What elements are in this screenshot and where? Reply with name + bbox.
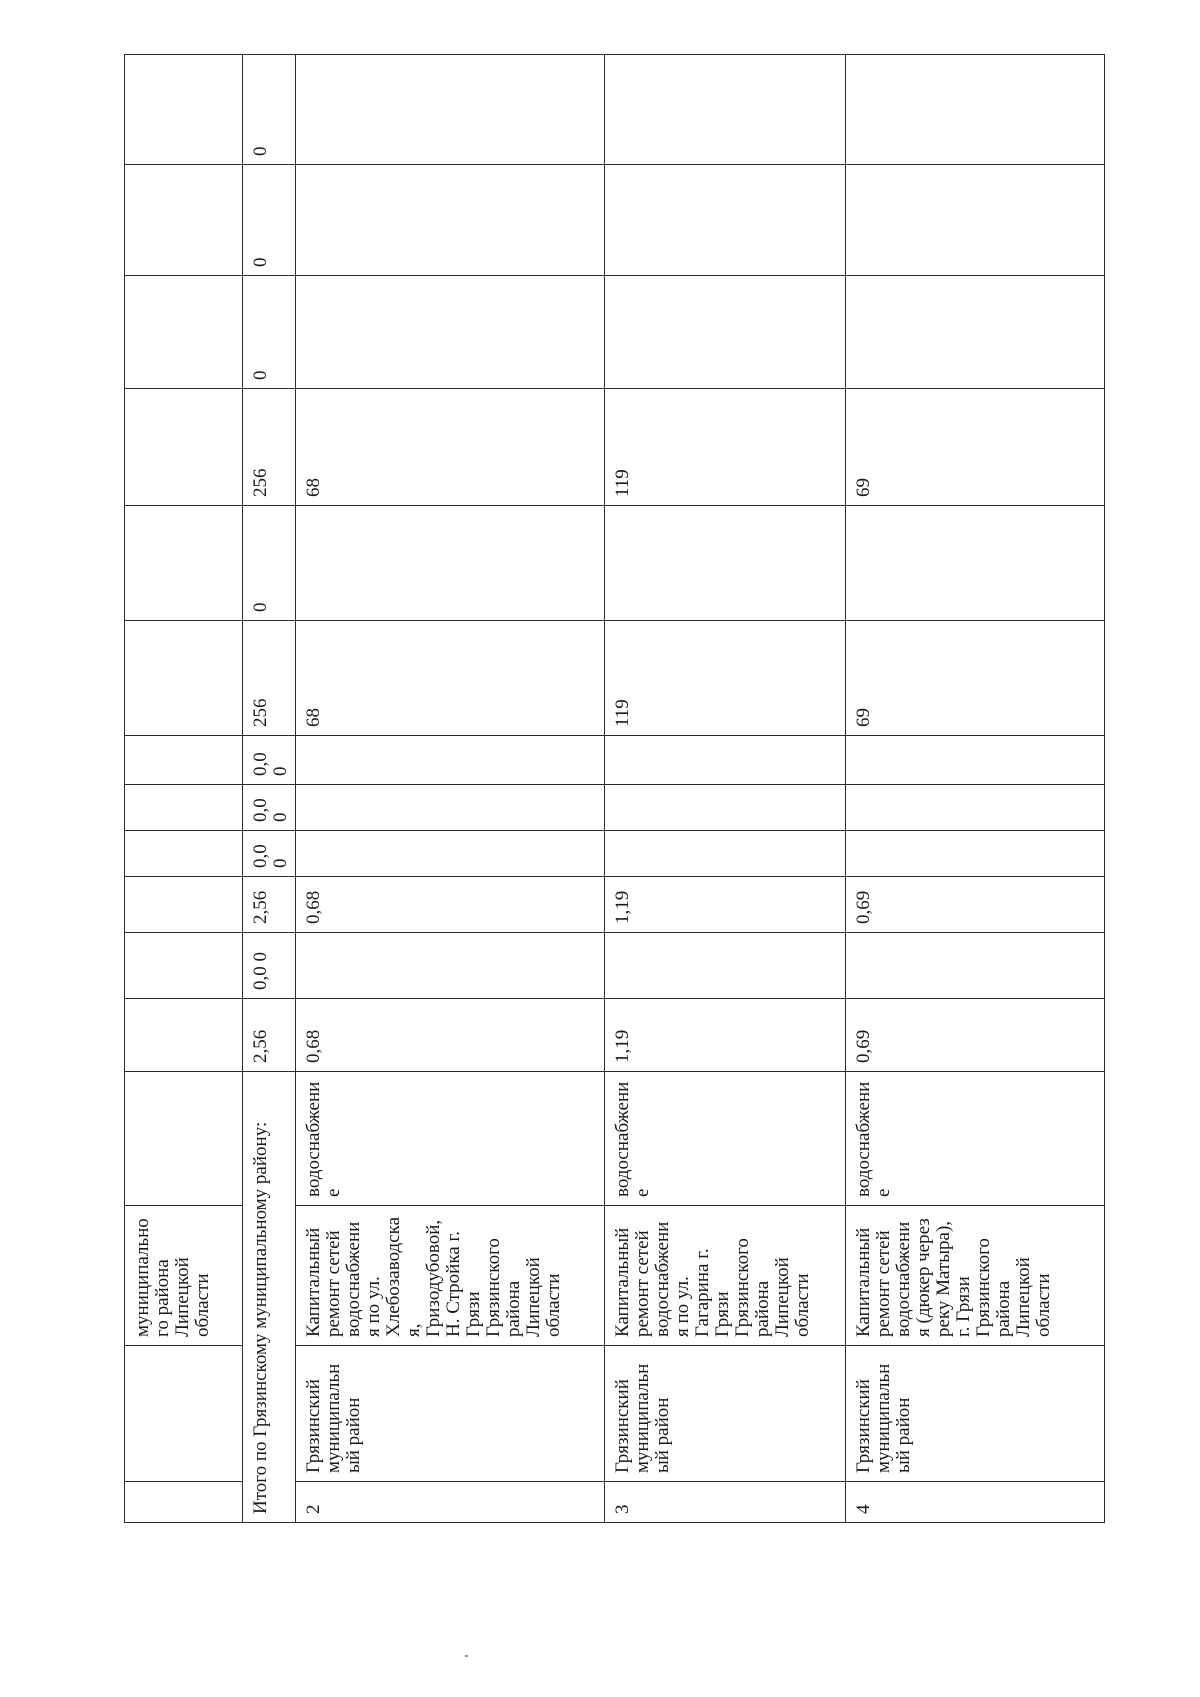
cell-empty	[296, 785, 605, 831]
rotated-table-wrapper	[124, 55, 1102, 1523]
cell-empty	[846, 933, 1105, 999]
cell-empty	[846, 55, 1105, 165]
cell-value: 69	[846, 389, 1105, 506]
cell-empty	[125, 1346, 243, 1482]
cell-total-value: 2,56	[243, 999, 296, 1072]
cell-empty	[605, 55, 846, 165]
cell-value: 119	[605, 621, 846, 736]
cell-row-number: 3	[605, 1482, 846, 1523]
cell-empty	[125, 1482, 243, 1523]
cell-empty	[846, 736, 1105, 785]
cell-value: 68	[296, 621, 605, 736]
cell-value: 68	[296, 389, 605, 506]
cell-empty	[125, 1072, 243, 1206]
cell-total-label: Итого по Грязинскому муниципальному району:	[243, 1072, 296, 1523]
table-row	[296, 55, 605, 1523]
cell-empty	[296, 506, 605, 621]
cell-empty	[125, 933, 243, 999]
cell-empty	[296, 831, 605, 877]
cell-total-value: 0	[243, 276, 296, 389]
cell-empty	[605, 933, 846, 999]
cell-total-value: 0,69	[846, 999, 1105, 1072]
cell-value: 119	[605, 389, 846, 506]
cell-work-type: водоснабжение	[296, 1072, 605, 1206]
cell-row-number: 4	[846, 1482, 1105, 1523]
cell-district: Грязинский муниципальный район	[605, 1346, 846, 1482]
cell-work-type: водоснабжение	[605, 1072, 846, 1206]
cell-empty	[125, 276, 243, 389]
cell-total-value: 2,56	[243, 877, 296, 933]
cell-object-name: Капитальный ремонт сетей водоснабжения (дюкер через реку Матыра), г. Грязи Грязинского района Липецкой области	[846, 1206, 1105, 1346]
cell-row-number: 2	[296, 1482, 605, 1523]
cell-empty	[296, 736, 605, 785]
cell-value: 0,68	[296, 877, 605, 933]
cell-empty	[125, 877, 243, 933]
cell-work-type: водоснабжение	[846, 1072, 1105, 1206]
cell-empty	[125, 621, 243, 736]
cell-empty	[846, 785, 1105, 831]
cell-empty	[125, 785, 243, 831]
cell-empty	[125, 506, 243, 621]
cell-empty	[605, 165, 846, 276]
cell-value: 1,19	[605, 877, 846, 933]
cell-total-value: 0	[243, 55, 296, 165]
cell-empty	[846, 831, 1105, 877]
cell-object-name: Капитальный ремонт сетей водоснабжения по ул. Хлебозаводская, Гризодубовой, Н. Стройка г. Грязи Грязинского района Липецкой области	[296, 1206, 605, 1346]
cell-total-value: 256	[243, 621, 296, 736]
header-continuation-row	[125, 55, 243, 1523]
table-row	[605, 55, 846, 1523]
cell-empty	[296, 933, 605, 999]
cell-empty	[125, 831, 243, 877]
cell-total-value: 0,0 0	[243, 785, 296, 831]
cell-value: 69	[846, 621, 1105, 736]
cell-total-value: 0,0 0	[243, 736, 296, 785]
cell-empty	[296, 55, 605, 165]
table-row	[846, 55, 1105, 1523]
cell-header-continuation: муниципального района Липецкой области	[125, 1206, 243, 1346]
cell-empty	[125, 55, 243, 165]
cell-total-value: 0,0 0	[243, 831, 296, 877]
cell-empty	[605, 831, 846, 877]
cell-empty	[605, 785, 846, 831]
cell-total-value: 0,0 0	[243, 933, 296, 999]
objects-table	[124, 54, 1105, 1523]
cell-object-name: Капитальный ремонт сетей водоснабжения по ул. Гагарина г. Грязи Грязинского района Липецкой области	[605, 1206, 846, 1346]
total-row	[243, 55, 296, 1523]
cell-empty	[296, 165, 605, 276]
cell-value: 0,69	[846, 877, 1105, 933]
scan-speck	[465, 1655, 468, 1657]
cell-district: Грязинский муниципальный район	[296, 1346, 605, 1482]
cell-empty	[605, 506, 846, 621]
cell-total-value: 0,68	[296, 999, 605, 1072]
cell-total-value: 256	[243, 389, 296, 506]
cell-empty	[605, 276, 846, 389]
cell-empty	[125, 389, 243, 506]
cell-district: Грязинский муниципальный район	[846, 1346, 1105, 1482]
cell-total-value: 0	[243, 506, 296, 621]
cell-empty	[846, 506, 1105, 621]
cell-empty	[125, 165, 243, 276]
cell-total-value: 1,19	[605, 999, 846, 1072]
cell-total-value: 0	[243, 165, 296, 276]
cell-empty	[605, 736, 846, 785]
cell-empty	[296, 276, 605, 389]
cell-empty	[125, 736, 243, 785]
cell-empty	[846, 276, 1105, 389]
cell-empty	[846, 165, 1105, 276]
cell-empty	[125, 999, 243, 1072]
